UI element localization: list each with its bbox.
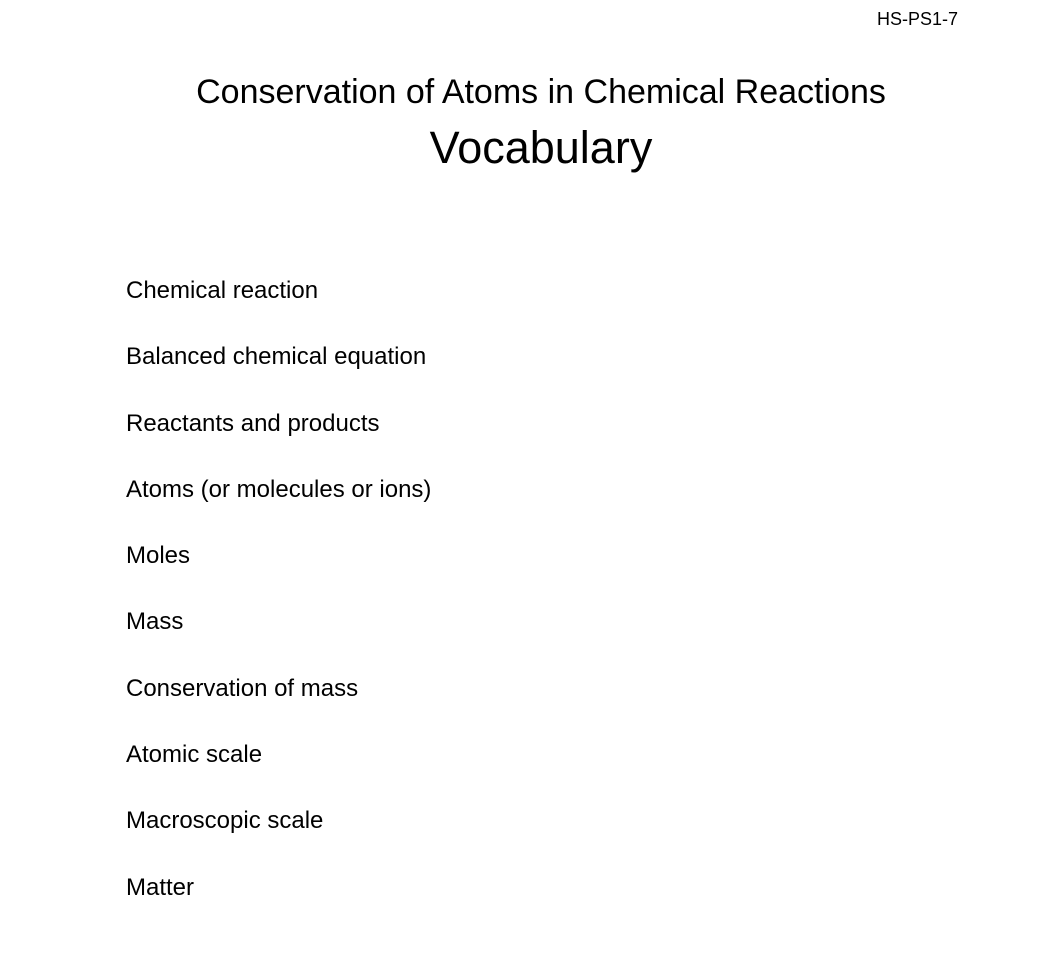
vocab-item-atomic-scale: Atomic scale xyxy=(126,741,263,769)
vocab-item-matter: Matter xyxy=(126,873,195,901)
vocab-item-macroscopic-scale: Macroscopic scale xyxy=(126,807,324,835)
vocab-item-atoms: Atoms (or molecules or ions) xyxy=(126,475,432,503)
vocabulary-list xyxy=(126,276,431,939)
standard-code: HS-PS1-7 xyxy=(876,9,958,29)
page-title: Conservation of Atoms in Chemical Reactions xyxy=(196,73,886,111)
vocab-item-moles: Moles xyxy=(126,542,191,570)
vocab-item-mass: Mass xyxy=(126,608,184,636)
page-subtitle: Vocabulary xyxy=(429,122,653,173)
vocab-item-balanced-chemical-equation: Balanced chemical equation xyxy=(126,343,427,371)
vocab-item-chemical-reaction: Chemical reaction xyxy=(126,277,319,304)
vocab-item-conservation-of-mass: Conservation of mass xyxy=(126,674,359,702)
vocab-item-reactants-and-products: Reactants and products xyxy=(126,409,380,437)
